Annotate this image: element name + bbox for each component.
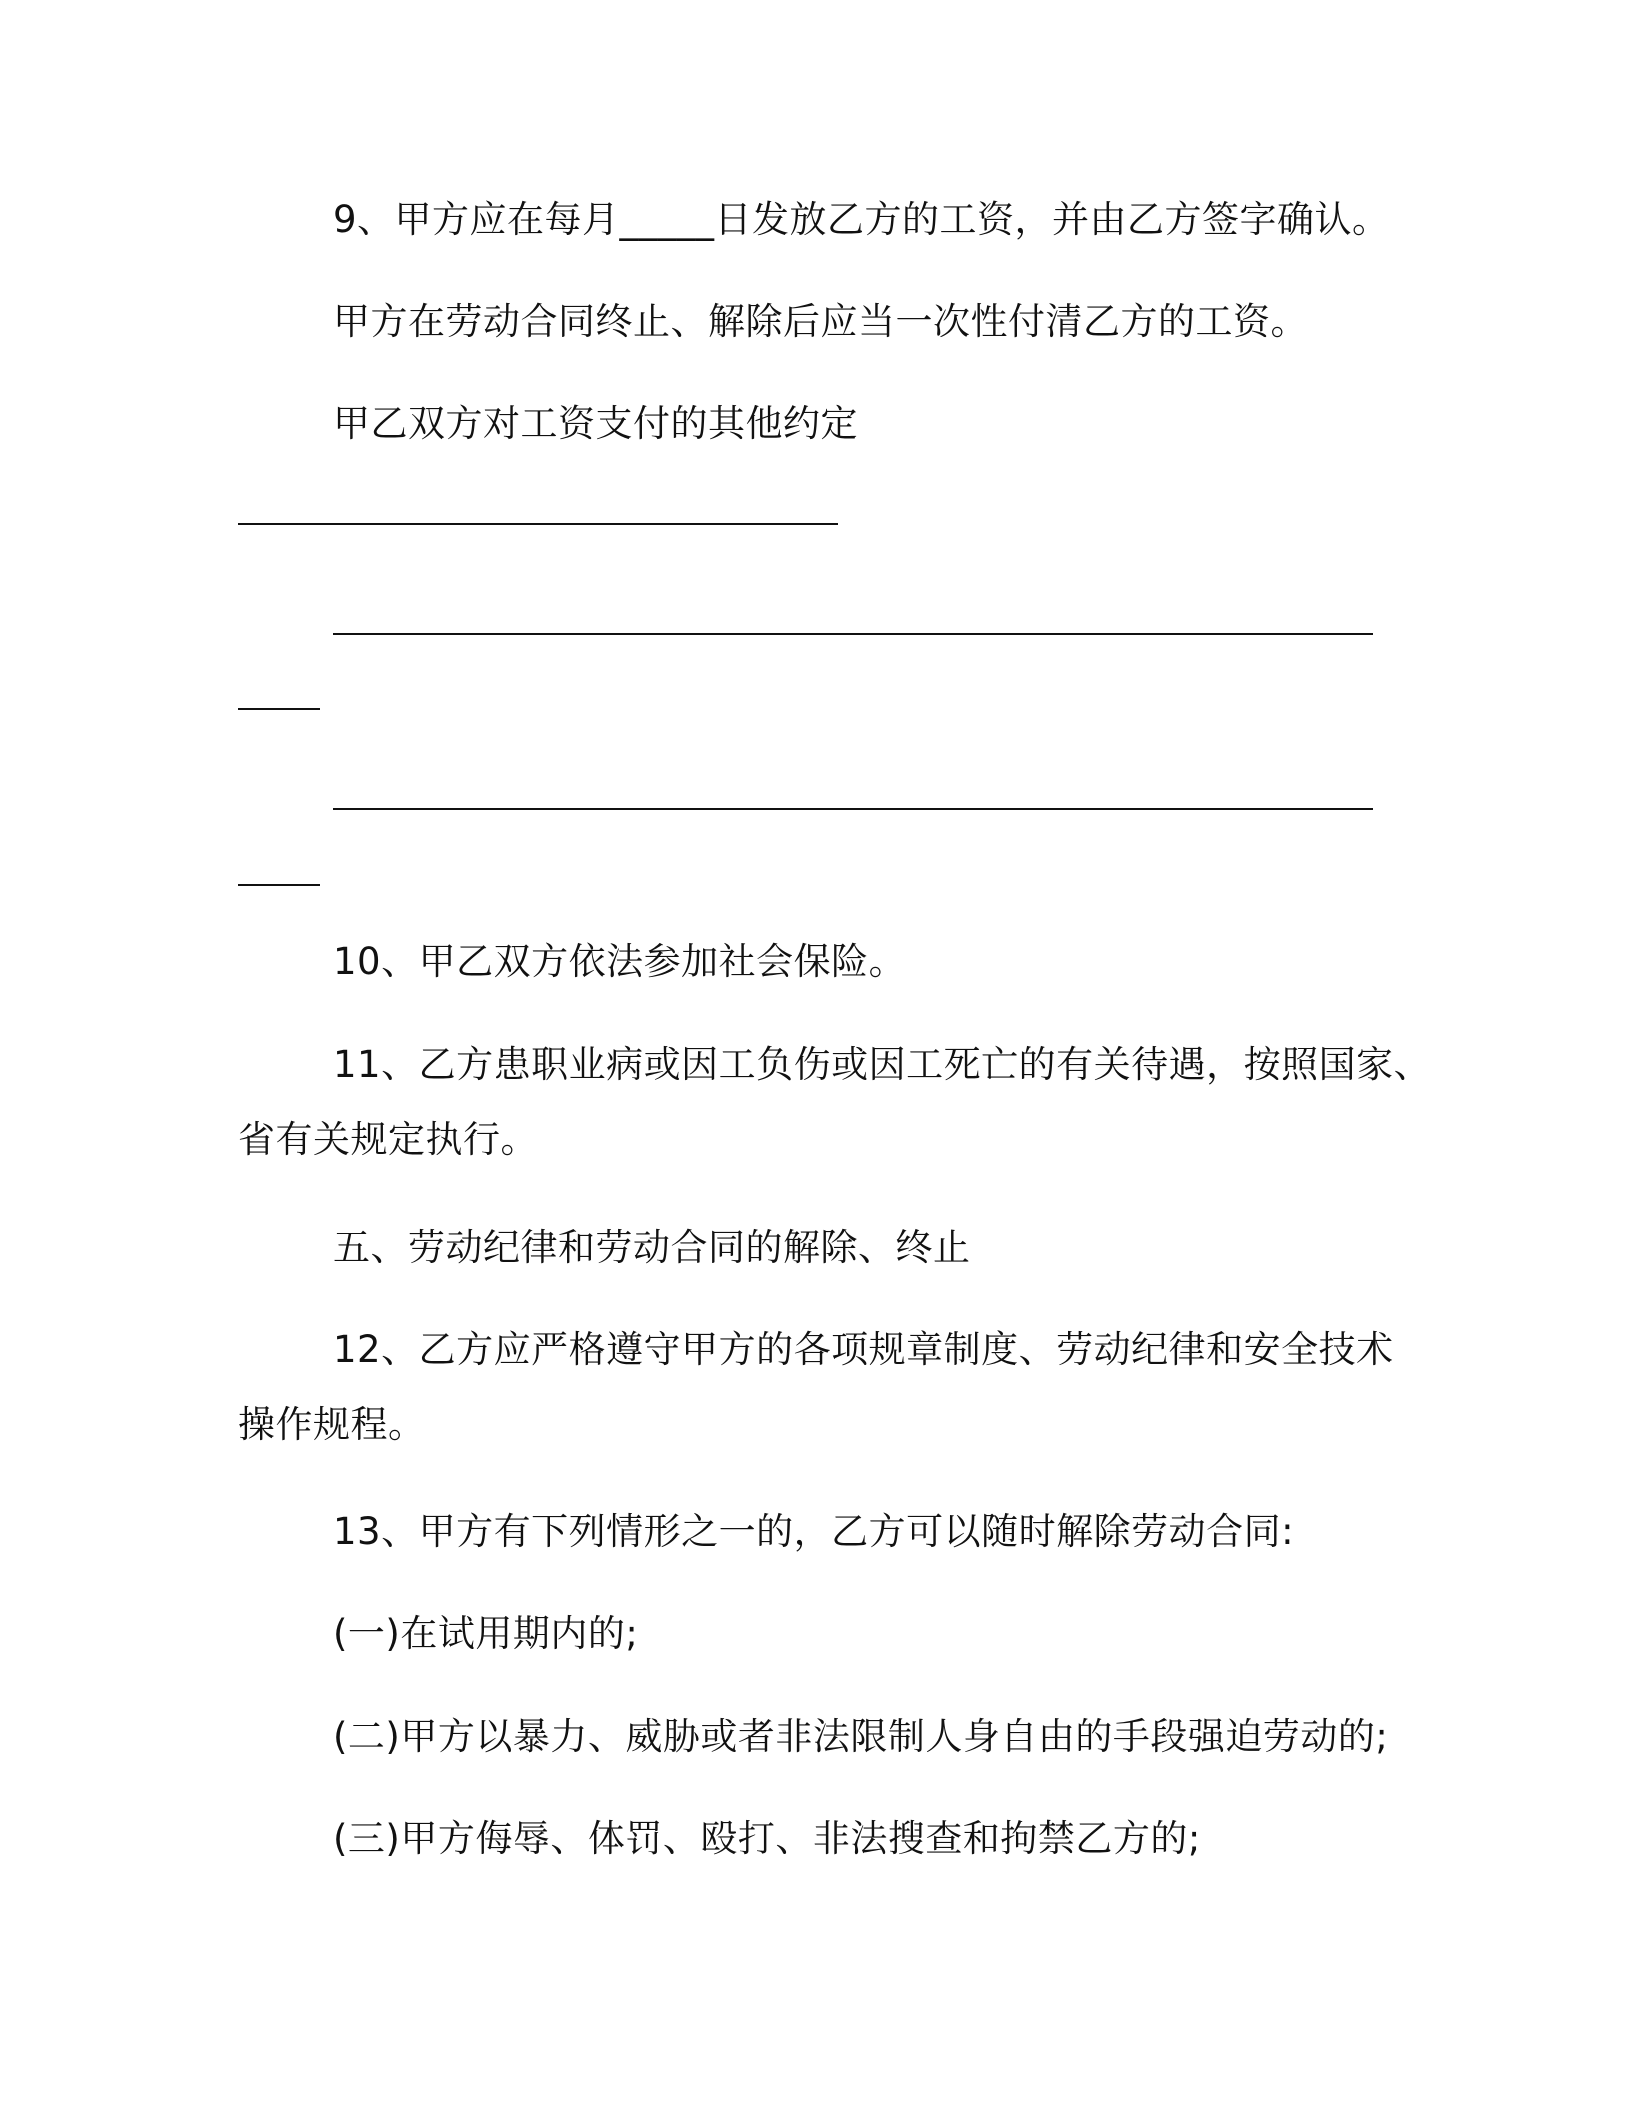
clause-12-paragraph: 12、乙方应严格遵守甲方的各项规章制度、劳动纪律和安全技术: [333, 1328, 1394, 1371]
clause-13-item-3: (三)甲方侮辱、体罚、殴打、非法搜查和拘禁乙方的;: [333, 1817, 1201, 1860]
blank-fill-line: [238, 884, 320, 886]
wage-settlement-paragraph: 甲方在劳动合同终止、解除后应当一次性付清乙方的工资。: [333, 300, 1308, 343]
clause-12-continuation: 操作规程。: [238, 1403, 426, 1446]
blank-fill-line: [333, 633, 1373, 635]
clause-11-paragraph: 11、乙方患职业病或因工负伤或因工死亡的有关待遇，按照国家、: [333, 1043, 1432, 1086]
other-wage-agreement-heading: 甲乙双方对工资支付的其他约定: [333, 402, 858, 445]
clause-13-paragraph: 13、甲方有下列情形之一的，乙方可以随时解除劳动合同:: [333, 1510, 1295, 1553]
section-5-heading: 五、劳动纪律和劳动合同的解除、终止: [333, 1226, 971, 1269]
clause-11-continuation: 省有关规定执行。: [238, 1118, 538, 1161]
clause-13-item-2: (二)甲方以暴力、威胁或者非法限制人身自由的手段强迫劳动的;: [333, 1715, 1389, 1758]
clause-13-item-1: (一)在试用期内的;: [333, 1612, 639, 1655]
clause-9-paragraph: 9、甲方应在每月_____日发放乙方的工资，并由乙方签字确认。: [333, 198, 1390, 241]
blank-fill-line: [238, 708, 320, 710]
clause-10-paragraph: 10、甲乙双方依法参加社会保险。: [333, 940, 907, 983]
blank-fill-line: [238, 523, 838, 525]
blank-fill-line: [333, 808, 1373, 810]
